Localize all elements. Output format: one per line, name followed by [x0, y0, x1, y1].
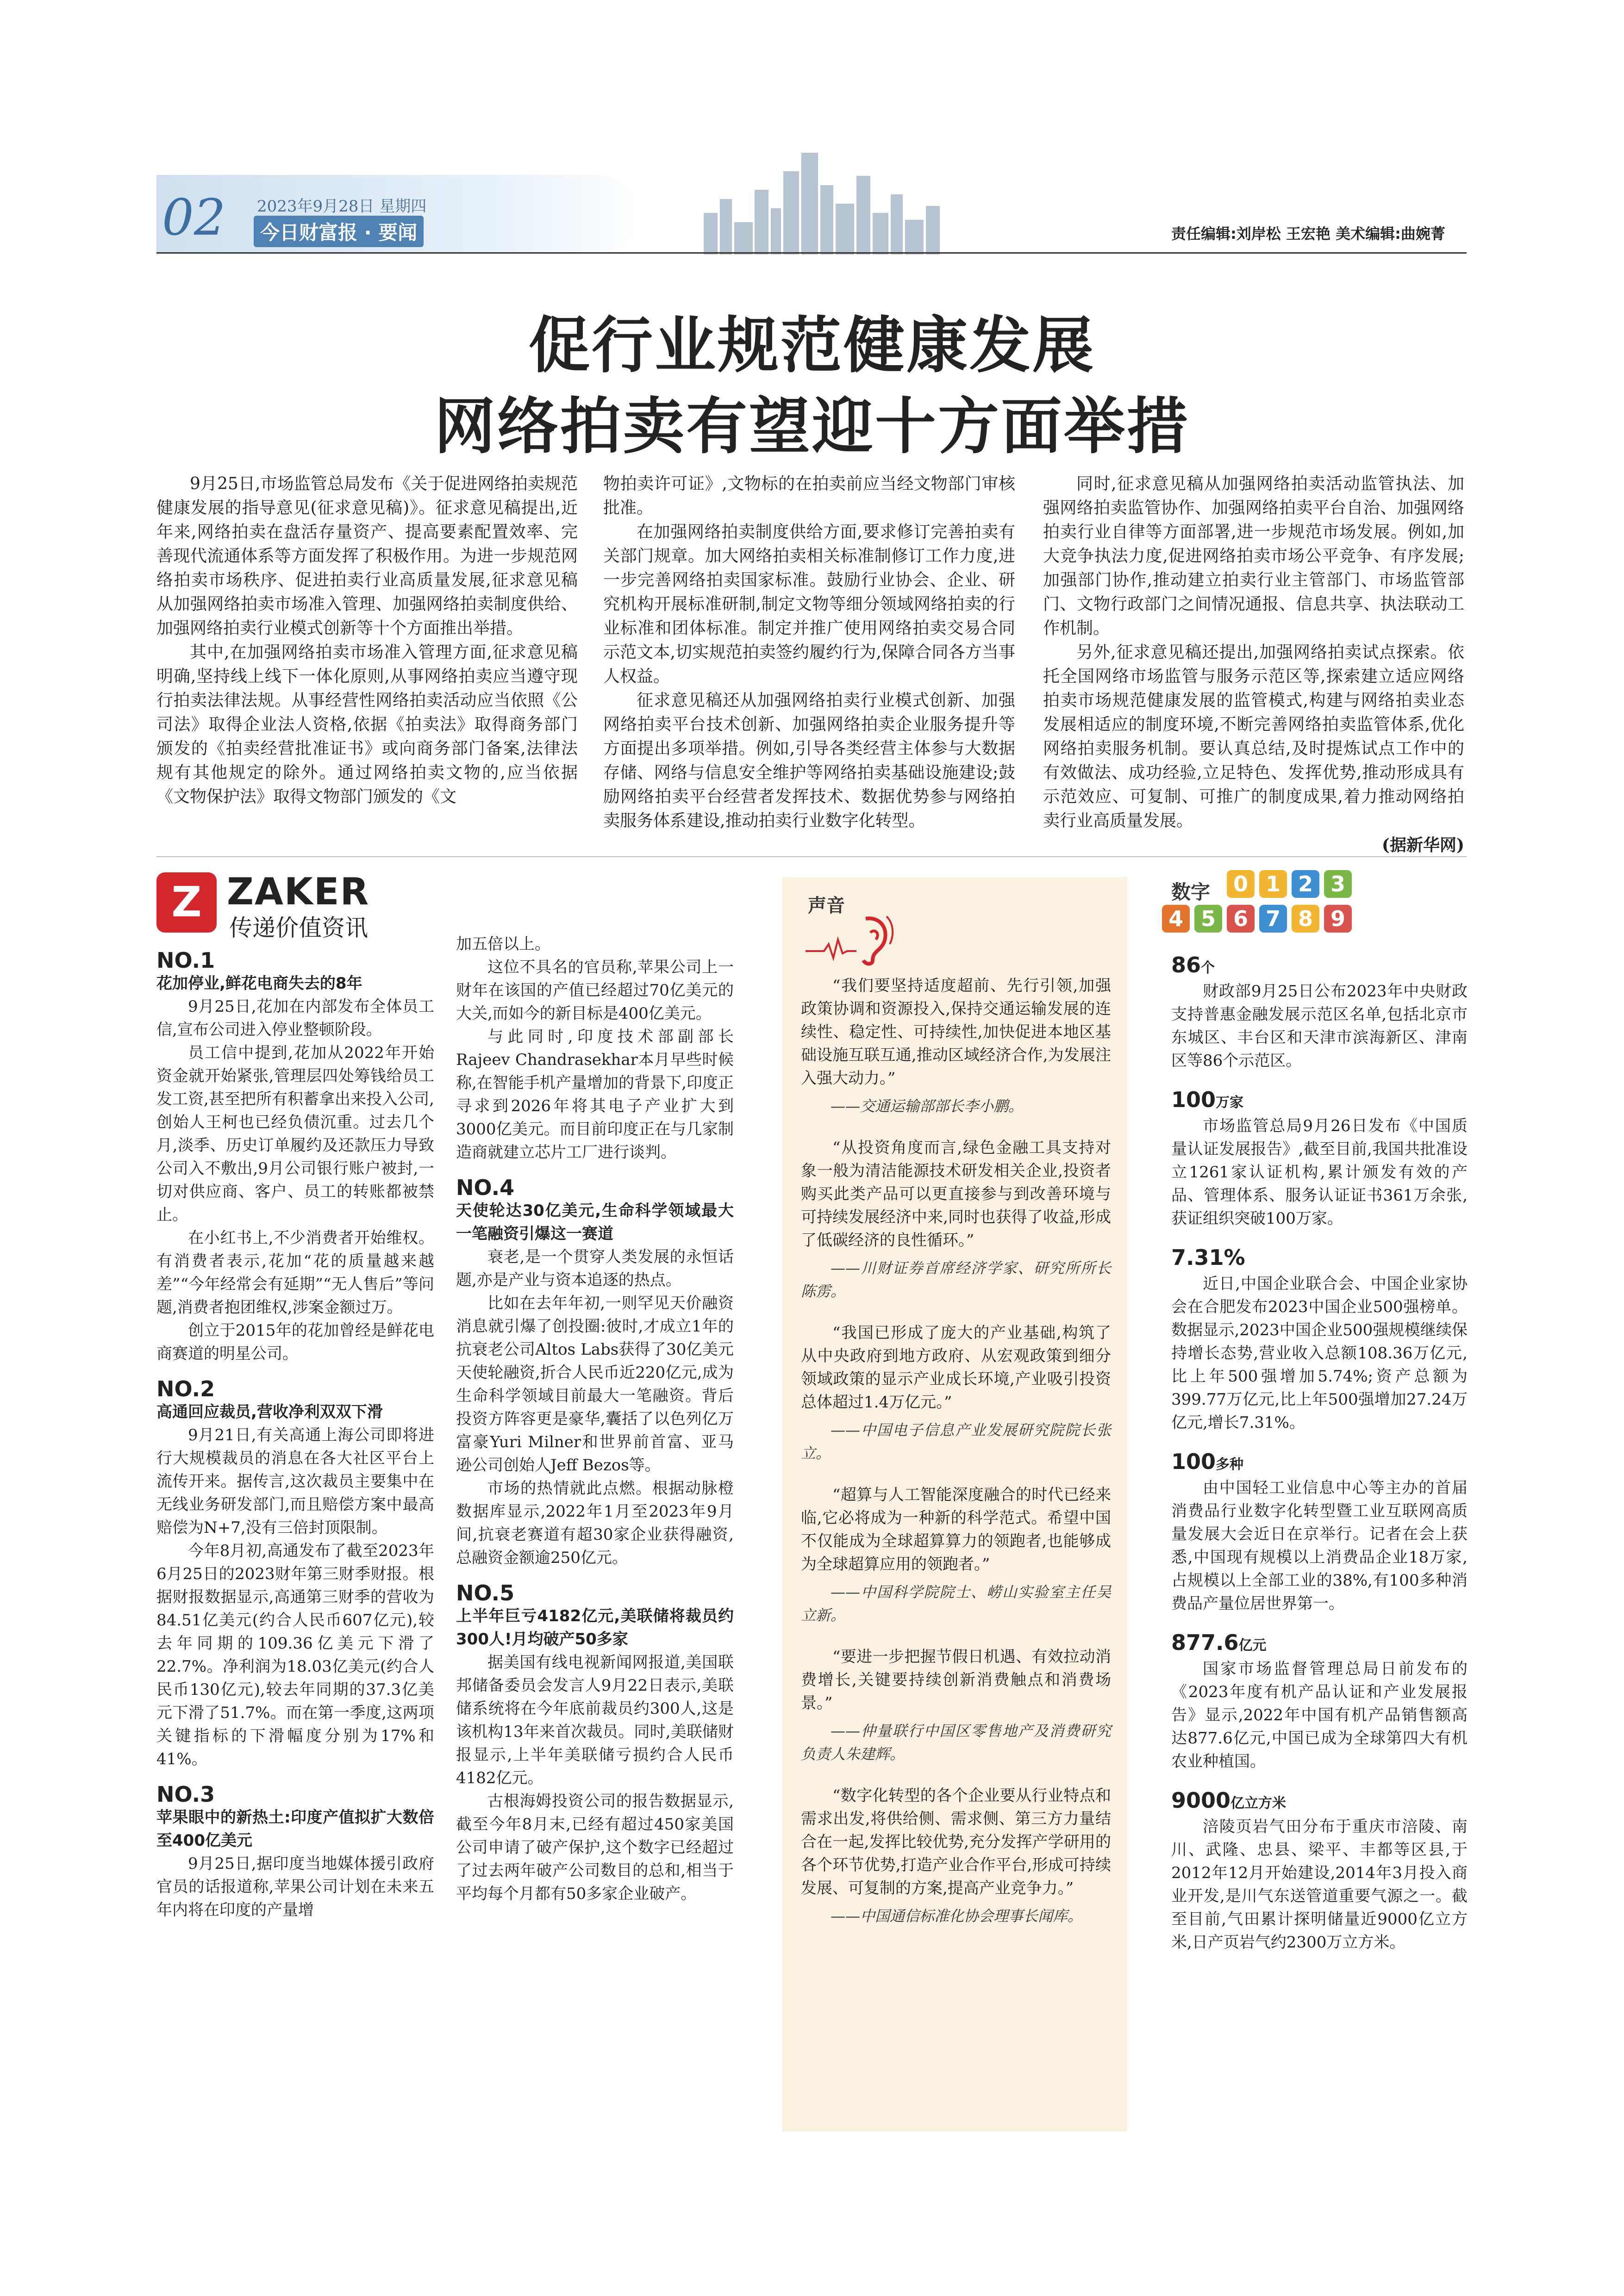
news-paragraph: 这位不具名的官员称,苹果公司上一财年在该国的产值已经超过70亿美元的大关,而如今的新目标是400亿美元。 — [456, 958, 734, 1023]
number-text: 涪陵页岩气田分布于重庆市涪陵、南川、武隆、忠县、梁平、丰都等区县,于2012年12月开始建设,2014年3月投入商业开发,是川气东送管道重要气源之一。截至目前,气田累计探明储量近9000亿立方米,日产页岩气约2300万立方米。 — [1171, 1817, 1468, 1952]
paper-name: 今日财富报 · 要闻 — [254, 216, 424, 247]
news-paragraph: 比如在去年年初,一则罕见天价融资消息就引爆了创投圈:彼时,才成立1年的抗衰老公司Altos Labs获得了30亿美元天使轮融资,折合人民币近220亿元,成为生命科学领域目前最大一笔融资。背后投资方阵容更是豪华,囊括了以色列亿万富豪Yuri Milner和世界前首富、亚马逊公司创始人Jeff Bezos等。 — [456, 1294, 734, 1475]
quote-text: “数字化转型的各个企业要从行业特点和需求出发,将供给侧、需求侧、第三方力量结合在一起,发挥比较优势,充分发挥产学研用的各个环节优势,打造产业合作平台,形成可持续发展、可复制的方案,提高产业竞争力。” — [801, 1786, 1111, 1898]
news-title: 花加停业,鲜花电商失去的8年 — [156, 974, 362, 993]
voice-quotes — [801, 974, 1111, 1946]
number-text: 国家市场监督管理总局日前发布的《2023年度有机产品认证和产业发展报告》显示,2022年中国有机产品销售额高达877.6亿元,中国已成为全球第四大有机农业种植国。 — [1171, 1660, 1468, 1771]
digit-badge: 1 — [1259, 870, 1287, 898]
quote-source: ——川财证券首席经济学家、研究所所长陈雳。 — [801, 1259, 1111, 1300]
quote-text: “从投资角度而言,绿色金融工具支持对象一般为清洁能源技术研发相关企业,投资者购买此类产品可以更直接参与到改善环境与可持续发展经济中来,同时也获得了收益,形成了低碳经济的良性循环。” — [801, 1139, 1111, 1250]
number-text: 市场监管总局9月26日发布《中国质量认证发展报告》,截至目前,我国共批准设立1261家认证机构,累计颁发有效的产品、管理体系、服务认证证书361万余张,获证组织突破100万家。 — [1171, 1117, 1468, 1228]
news-number: NO.4 — [456, 1175, 515, 1200]
article-paragraph: 同时,征求意见稿从加强网络拍卖活动监管执法、加强网络拍卖监管协作、加强网络拍卖平台自治、加强网络拍卖行业自律等方面部署,进一步规范市场发展。例如,加大竞争执法力度,促进网络拍卖市场公平竞争、有序发展;加强部门协作,推动建立拍卖行业主管部门、市场监管部门、文物行政部门之间情况通报、信息共享、执法联动工作机制。 — [1043, 474, 1464, 638]
number-value: 100多种 — [1171, 1449, 1244, 1474]
quote-text: “我们要坚持适度超前、先行引领,加强政策协调和资源投入,保持交通运输发展的连续性、稳定性、可持续性,加快促进本地区基础设施互联互通,推动区域经济合作,为发展注入强大动力。” — [801, 977, 1111, 1088]
article-column-3 — [1043, 472, 1464, 857]
news-title: 高通回应裁员,营收净利双双下滑 — [156, 1403, 383, 1421]
numbers-label: 数字 — [1171, 881, 1211, 903]
article-paragraph: 其中,在加强网络拍卖市场准入管理方面,征求意见稿明确,坚持线上线下一体化原则,从事网络拍卖应当遵守现行拍卖法律法规。从事经营性网络拍卖活动应当依照《公司法》取得企业法人资格,依据《拍卖法》取得商务部门颁发的《拍卖经营批准证书》或向商务部门备案,法律法规有其他规定的除外。通过网络拍卖文物的,应当依据《文物保护法》取得文物部门颁发的《文 — [156, 643, 578, 806]
quote-source: ——交通运输部部长李小鹏。 — [831, 1097, 1024, 1115]
headline-line-1: 促行业规范健康发展 — [529, 310, 1095, 381]
number-value: 9000亿立方米 — [1171, 1788, 1287, 1813]
zaker-slogan: 传递价值资讯 — [229, 915, 368, 941]
news-paragraph: 9月25日,据印度当地媒体援引政府官员的话报道称,苹果公司计划在未来五年内将在印度的产量增 — [156, 1854, 434, 1919]
news-number: NO.5 — [456, 1580, 515, 1605]
article-source: (据新华网) — [1381, 835, 1464, 855]
news-paragraph: 今年8月初,高通发布了截至2023年6月25日的2023财年第三财季财报。根据财报数据显示,高通第三财季的营收为84.51亿美元(约合人民币607亿元),较去年同期的109.36亿美元下滑了22.7%。净利润为18.03亿美元(约合人民币130亿元),较去年同期的37.3亿美元下滑了51.7%。而在第一季度,这两项关键指标的下滑幅度分别为17%和41%。 — [156, 1542, 434, 1768]
editors-line: 责任编辑:刘岸松 王宏艳 美术编辑:曲婉菁 — [1171, 225, 1445, 243]
zaker-column-1 — [156, 949, 434, 1922]
digit-badge: 5 — [1194, 905, 1222, 933]
news-title: 天使轮达30亿美元,生命科学领域最大一笔融资引爆这一赛道 — [456, 1201, 734, 1243]
news-paragraph: 9月25日,花加在内部发布全体员工信,宣布公司进入停业整顿阶段。 — [156, 997, 434, 1039]
digit-badge: 3 — [1324, 870, 1352, 898]
quote-text: “我国已形成了庞大的产业基础,构筑了从中央政府到地方政府、从宏观政策到细分领域政策的显示产业成长环境,产业吸引投资总体超过1.4万亿元。” — [801, 1324, 1111, 1412]
news-paragraph: 9月21日,有关高通上海公司即将进行大规模裁员的消息在各大社区平台上流传开来。据传言,这次裁员主要集中在无线业务研发部门,而且赔偿方案中最高赔偿为N+7,没有三倍封顶限制。 — [156, 1426, 434, 1537]
quote-text: “要进一步把握节假日机遇、有效拉动消费增长,关键要持续创新消费触点和消费场景。” — [801, 1648, 1111, 1712]
number-value: 86个 — [1171, 952, 1215, 977]
article-paragraph: 物拍卖许可证》,文物标的在拍卖前应当经文物部门审核批准。 — [603, 474, 1015, 517]
news-paragraph: 员工信中提到,花加从2022年开始资金就开始紧张,管理层四处筹钱给员工发工资,甚至把所有积蓄拿出来投入公司,创始人王柯也已经负债沉重。过去几个月,淡季、历史订单履约及还款压力导致公司入不敷出,9月公司银行账户被封,一切对供应商、客户、员工的转账都被禁止。 — [156, 1044, 434, 1224]
article-paragraph: 另外,征求意见稿还提出,加强网络拍卖试点探索。依托全国网络市场监管与服务示范区等,探索建立适应网络拍卖市场规范健康发展的监管模式,构建与网络拍卖业态发展相适应的制度环境,不断完善网络拍卖监管体系,优化网络拍卖服务机制。要认真总结,及时提炼试点工作中的有效做法、成功经验,立足特色、发挥优势,推动形成具有示范效应、可复制、可推广的制度成果,着力推动网络拍卖行业高质量发展。 — [1043, 643, 1464, 830]
ear-icon — [806, 907, 898, 967]
zaker-logo: Z — [156, 872, 217, 933]
news-paragraph: 在小红书上,不少消费者开始维权。有消费者表示,花加“花的质量越来越差”“今年经常会有延期”“无人售后”等问题,消费者抱团维权,涉案金额过万。 — [156, 1229, 434, 1317]
digit-badge: 6 — [1227, 905, 1255, 933]
zaker-column-2 — [456, 933, 734, 1905]
number-text: 由中国轻工业信息中心等主办的首届消费品行业数字化转型暨工业互联网高质量发展大会近日在京举行。记者在会上获悉,中国现有规模以上消费品企业18万家,占规模以上全部工业的38%,有100多种消费品产量位居世界第一。 — [1171, 1479, 1468, 1613]
zaker-name: ZAKER — [227, 870, 370, 913]
news-paragraph: 与此同时,印度技术部副部长Rajeev Chandrasekhar本月早些时候称,在智能手机产量增加的背景下,印度正寻求到2026年将其电子产业扩大到3000亿美元。而目前印度正在与几家制造商就建立芯片工厂进行谈判。 — [456, 1027, 734, 1162]
article-paragraph: 征求意见稿还从加强网络拍卖行业模式创新、加强网络拍卖平台技术创新、加强网络拍卖企业服务提升等方面提出多项举措。例如,引导各类经营主体参与大数据存储、网络与信息安全维护等网络拍卖基础设施建设;鼓励网络拍卖平台经营者发挥技术、数据优势参与网络拍卖服务体系建设,推动拍卖行业数字化转型。 — [603, 691, 1015, 830]
number-value: 100万家 — [1171, 1087, 1244, 1112]
news-paragraph: 据美国有线电视新闻网报道,美国联邦储备委员会发言人9月22日表示,美联储系统将在今年底前裁员约300人,这是该机构13年来首次裁员。同时,美联储财报显示,上半年美联储亏损约合人民币4182亿元。 — [456, 1653, 734, 1787]
number-text: 财政部9月25日公布2023年中央财政支持普惠金融发展示范区名单,包括北京市东城区、丰台区和天津市滨海新区、津南区等86个示范区。 — [1171, 982, 1468, 1070]
voice-label: 声音 — [808, 895, 845, 916]
digit-badge: 2 — [1292, 870, 1319, 898]
news-paragraph: 加五倍以上。 — [456, 935, 550, 953]
article-column-1 — [156, 472, 578, 809]
quote-source: ——仲量联行中国区零售地产及消费研究负责人朱建辉。 — [801, 1722, 1111, 1763]
headline-line-2: 网络拍卖有望迎十方面举措 — [434, 391, 1190, 462]
quote-text: “超算与人工智能深度融合的时代已经来临,它必将成为一种新的科学范式。希望中国不仅能成为全球超算算力的领跑者,也能够成为全球超算应用的领跑者。” — [801, 1486, 1111, 1574]
news-title: 上半年巨亏4182亿元,美联储将裁员约300人!月均破产50多家 — [456, 1607, 734, 1649]
number-value: 7.31% — [1171, 1245, 1245, 1270]
page-number: 02 — [162, 189, 226, 247]
digit-badge: 7 — [1259, 905, 1287, 933]
news-number: NO.3 — [156, 1782, 215, 1807]
quote-source: ——中国科学院院士、崂山实验室主任吴立新。 — [801, 1583, 1111, 1624]
section-divider — [156, 856, 1467, 857]
quote-source: ——中国通信标准化协会理事长闻库。 — [831, 1907, 1083, 1925]
article-paragraph: 在加强网络拍卖制度供给方面,要求修订完善拍卖有关部门规章。加大网络拍卖相关标准制修订工作力度,进一步完善网络拍卖国家标准。鼓励行业协会、企业、研究机构开展标准研制,制定文物等细分领域网络拍卖的行业标准和团体标准。制定并推广使用网络拍卖交易合同示范文本,切实规范拍卖签约履约行为,保障合同各方当事人权益。 — [603, 523, 1015, 686]
number-text: 近日,中国企业联合会、中国企业家协会在合肥发布2023中国企业500强榜单。数据显示,2023中国企业500强规模继续保持增长态势,营业收入总额108.36万亿元,比上年500强增加5.74%;资产总额为399.77万亿元,比上年500强增加27.24万亿元,增长7.31%。 — [1171, 1275, 1468, 1432]
news-paragraph: 衰老,是一个贯穿人类发展的永恒话题,亦是产业与资本追逐的热点。 — [456, 1248, 734, 1289]
header-divider — [156, 252, 1467, 254]
numbers-column — [1171, 953, 1468, 1954]
news-paragraph: 创立于2015年的花加曾经是鲜花电商赛道的明星公司。 — [156, 1321, 434, 1363]
news-number: NO.1 — [156, 948, 215, 973]
quote-source: ——中国电子信息产业发展研究院院长张立。 — [801, 1421, 1111, 1462]
digit-badge: 0 — [1227, 870, 1255, 898]
news-paragraph: 古根海姆投资公司的报告数据显示,截至今年8月末,已经有超过450家美国公司申请了破产保护,这个数字已经超过了过去两年破产公司数目的总和,相当于平均每个月都有50多家企业破产。 — [456, 1792, 734, 1903]
skyline-icon — [704, 143, 944, 255]
digit-badge: 4 — [1162, 905, 1190, 933]
issue-date: 2023年9月28日 星期四 — [257, 197, 427, 216]
digit-badge: 9 — [1324, 905, 1352, 933]
news-number: NO.2 — [156, 1376, 215, 1401]
digit-badge: 8 — [1292, 905, 1319, 933]
news-title: 苹果眼中的新热土:印度产值拟扩大数倍至400亿美元 — [156, 1808, 434, 1850]
article-paragraph: 9月25日,市场监管总局发布《关于促进网络拍卖规范健康发展的指导意见(征求意见稿)》。征求意见稿提出,近年来,网络拍卖在盘活存量资产、提高要素配置效率、完善现代流通体系等方面发挥了积极作用。为进一步规范网络拍卖市场秩序、促进拍卖行业高质量发展,征求意见稿从加强网络拍卖市场准入管理、加强网络拍卖制度供给、加强网络拍卖行业模式创新等十个方面推出举措。 — [156, 474, 578, 638]
news-paragraph: 市场的热情就此点燃。根据动脉橙数据库显示,2022年1月至2023年9月间,抗衰老赛道有超30家企业获得融资,总融资金额逾250亿元。 — [456, 1479, 734, 1567]
article-column-2 — [603, 472, 1015, 833]
number-value: 877.6亿元 — [1171, 1630, 1267, 1655]
